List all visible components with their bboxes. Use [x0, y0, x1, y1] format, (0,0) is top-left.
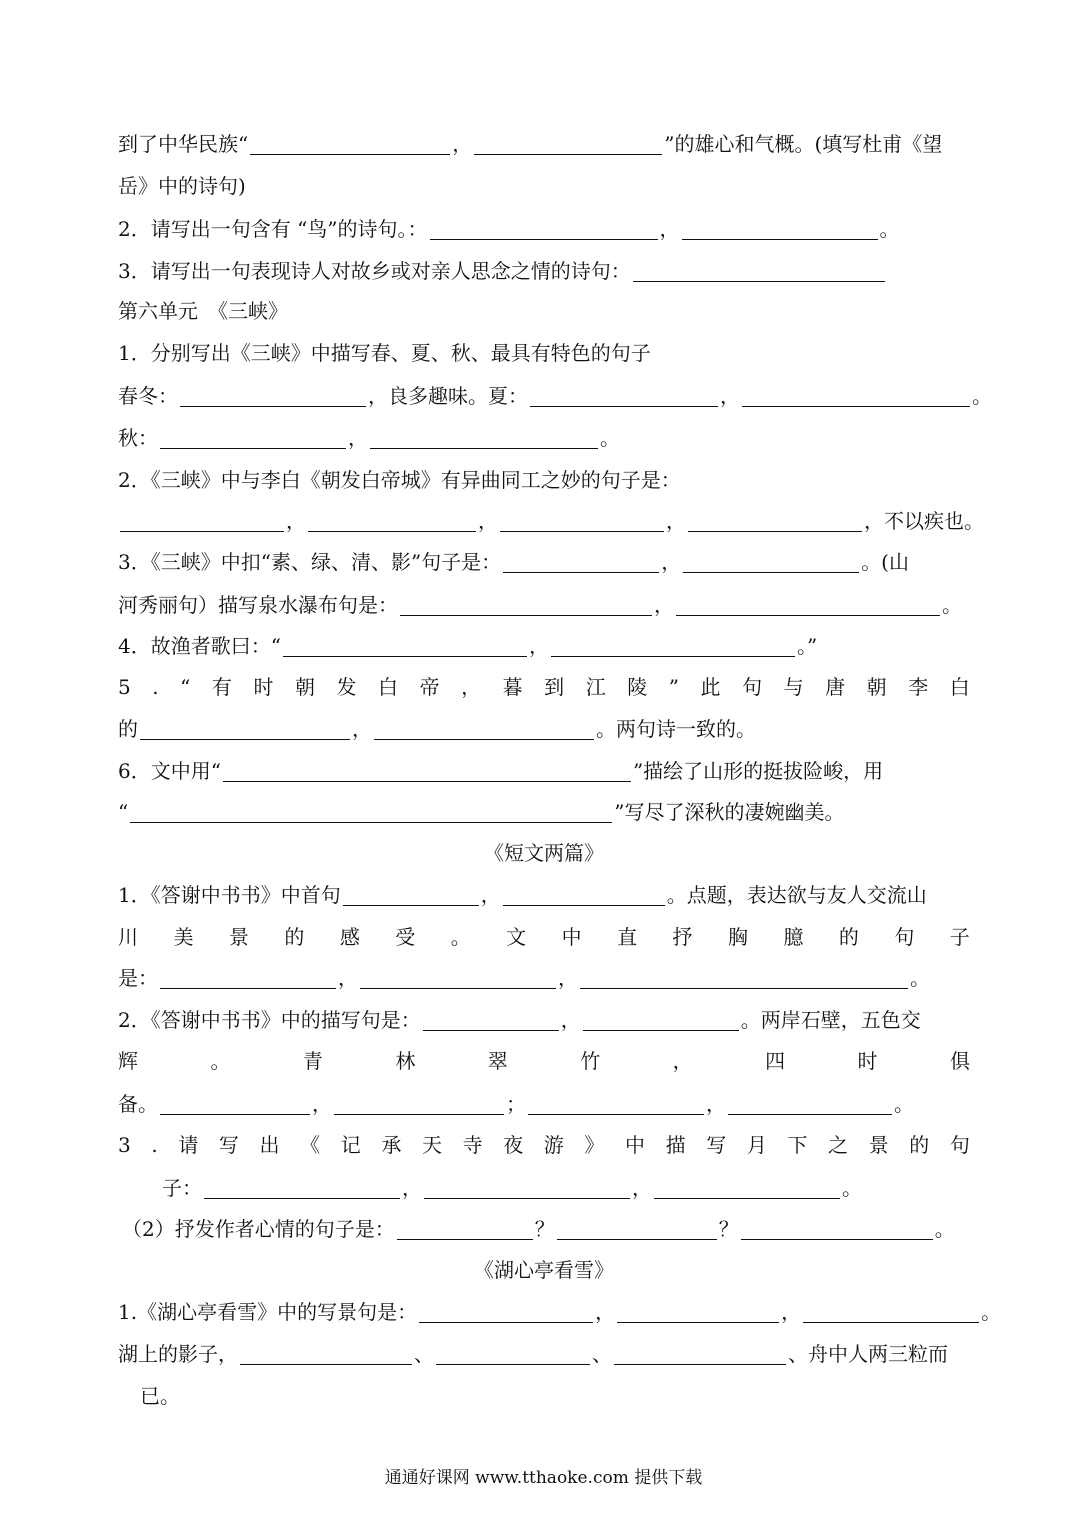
line-text: 。: [942, 593, 962, 617]
answer-blank[interactable]: [528, 1094, 704, 1115]
line-text: 承: [381, 1133, 402, 1157]
line-text: 辉: [118, 1049, 138, 1073]
answer-blank[interactable]: [500, 511, 664, 532]
line-24: [118, 1090, 970, 1118]
answer-blank[interactable]: [728, 1094, 892, 1115]
line-text: 帝: [419, 675, 440, 699]
answer-blank[interactable]: [424, 1178, 630, 1199]
line-text: 河秀丽句）描写泉水瀑布句是：: [118, 593, 398, 617]
line-text: 时: [857, 1049, 878, 1073]
answer-blank[interactable]: [120, 511, 284, 532]
line-text: 受: [395, 925, 416, 949]
line-2: [118, 172, 970, 200]
answer-blank[interactable]: [530, 386, 718, 407]
answer-blank[interactable]: [503, 885, 665, 906]
line-17: [118, 798, 970, 826]
answer-blank[interactable]: [430, 219, 658, 240]
answer-blank[interactable]: [583, 1010, 739, 1031]
line-1: [118, 130, 970, 158]
line-text: ，: [348, 426, 368, 450]
line-text: 。: [210, 1049, 231, 1073]
line-27: [118, 1215, 974, 1243]
line-text: 。: [894, 1092, 914, 1116]
answer-blank[interactable]: [419, 1302, 593, 1323]
line-text: 5: [118, 675, 131, 699]
line-text: 。: [879, 217, 900, 241]
line-text: 李: [908, 675, 929, 699]
line-text: 美: [173, 925, 194, 949]
line-text: 3．请写出一句表现诗人对故乡或对亲人思念之情的诗句：: [118, 259, 631, 283]
line-28: [118, 1256, 970, 1284]
answer-blank[interactable]: [503, 552, 659, 573]
answer-blank[interactable]: [160, 1094, 310, 1115]
line-text: 时: [253, 675, 274, 699]
answer-blank[interactable]: [683, 552, 859, 573]
line-31: [118, 1382, 992, 1410]
line-text: 湖上的影子，: [118, 1342, 238, 1366]
line-16: [118, 757, 970, 785]
line-text: ”写尽了深秋的凄婉幽美。: [614, 800, 845, 824]
line-text: 1．分别写出《三峡》中描写春、夏、秋、最具有特色的句子: [118, 341, 651, 365]
answer-blank[interactable]: [180, 386, 366, 407]
line-text: 写: [706, 1133, 727, 1157]
line-text: 朝: [294, 675, 315, 699]
line-text: ？: [534, 1217, 555, 1241]
line-text: 暮: [502, 675, 523, 699]
answer-blank[interactable]: [557, 1219, 717, 1240]
answer-blank[interactable]: [654, 1178, 840, 1199]
line-text: ，: [661, 550, 682, 574]
line-text: 月: [746, 1133, 767, 1157]
line-text: 到: [544, 675, 565, 699]
line-9: [118, 466, 970, 494]
line-text: 唐: [825, 675, 846, 699]
line-15: [118, 715, 970, 743]
line-text: 备。: [118, 1092, 158, 1116]
line-text: 中: [561, 925, 582, 949]
answer-blank[interactable]: [360, 968, 556, 989]
answer-blank[interactable]: [397, 1219, 533, 1240]
line-text: 记: [340, 1133, 361, 1157]
line-text: 2．《三峡》中与李白《朝发白帝城》有异曲同工之妙的句子是：: [118, 468, 681, 492]
answer-blank[interactable]: [240, 1344, 412, 1365]
line-text: 已。: [140, 1384, 180, 1408]
line-7: [118, 382, 992, 410]
line-20: [118, 923, 970, 951]
line-text: ，: [720, 384, 740, 408]
line-26: [118, 1174, 1014, 1202]
answer-blank[interactable]: [803, 1302, 979, 1323]
line-text: 《: [300, 1133, 321, 1157]
line-text: ；: [506, 1092, 526, 1116]
line-text: 下: [787, 1133, 808, 1157]
line-text: 文: [506, 925, 527, 949]
line-text: 感: [339, 925, 360, 949]
line-8: [118, 424, 970, 452]
line-text: 的: [838, 925, 859, 949]
line-13: [118, 632, 970, 660]
line-text: 白: [378, 675, 399, 699]
line-text: 子: [949, 925, 970, 949]
answer-blank[interactable]: [130, 802, 612, 823]
line-text: 四: [765, 1049, 786, 1073]
line-text: 句: [742, 675, 763, 699]
line-text: ，: [659, 217, 680, 241]
line-text: 、: [592, 1342, 612, 1366]
line-text: 此: [700, 675, 721, 699]
line-text: 子：: [162, 1176, 202, 1200]
line-text: 陵: [627, 675, 648, 699]
answer-blank[interactable]: [160, 968, 336, 989]
answer-blank[interactable]: [283, 636, 527, 657]
line-text: 2．《答谢中书书》中的描写句是：: [118, 1008, 421, 1032]
line-text: 江: [585, 675, 606, 699]
line-text: ，: [558, 966, 578, 990]
line-10: [118, 507, 984, 535]
line-text: .: [152, 675, 159, 699]
line-12: [118, 591, 970, 619]
line-text: 之: [828, 1133, 849, 1157]
answer-blank[interactable]: [223, 761, 631, 782]
answer-blank[interactable]: [436, 1344, 590, 1365]
line-text: 。: [981, 1300, 1002, 1324]
line-text: 、舟中人两三粒而: [788, 1342, 948, 1366]
answer-blank[interactable]: [400, 595, 652, 616]
answer-blank[interactable]: [474, 134, 662, 155]
line-text: （2）抒发作者心情的句子是：: [122, 1217, 395, 1241]
answer-blank[interactable]: [741, 1219, 933, 1240]
line-text: 到了中华民族“: [118, 132, 249, 156]
line-text: 。: [450, 925, 471, 949]
line-text: 是：: [118, 966, 158, 990]
line-30: [118, 1340, 970, 1368]
line-text: 。点题，表达欲与友人交流山: [666, 883, 927, 907]
line-text: 翠: [487, 1049, 508, 1073]
line-text: 林: [395, 1049, 416, 1073]
line-text: 请: [178, 1133, 199, 1157]
line-text: 朝: [866, 675, 887, 699]
line-text: ，: [706, 1092, 726, 1116]
line-text: 川: [118, 925, 138, 949]
line-text: “: [180, 675, 191, 699]
line-text: 中: [625, 1133, 646, 1157]
answer-blank[interactable]: [551, 636, 795, 657]
line-text: 6．文中用“: [118, 759, 221, 783]
page-footer: 通通好课网 www.tthaoke.com 提供下载: [384, 1468, 703, 1488]
line-text: 抒: [672, 925, 693, 949]
line-text: ，: [528, 634, 549, 658]
line-text: 、: [414, 1342, 434, 1366]
line-text: 。: [972, 384, 992, 408]
line-text: 岳》中的诗句): [118, 174, 246, 198]
line-text: 1．《答谢中书书》中首句: [118, 883, 341, 907]
line-text: 春冬：: [118, 384, 178, 408]
line-text: ，: [781, 1300, 802, 1324]
line-text: 。: [934, 1217, 955, 1241]
line-text: 。: [910, 966, 930, 990]
answer-blank[interactable]: [334, 1094, 504, 1115]
answer-blank[interactable]: [614, 1344, 786, 1365]
line-text: 《湖心亭看雪》: [474, 1258, 614, 1282]
line-21: [118, 964, 970, 992]
answer-blank[interactable]: [308, 511, 476, 532]
line-text: 白: [949, 675, 970, 699]
line-text: 4．故渔者歌曰：“: [118, 634, 281, 658]
line-text: 夜: [503, 1133, 524, 1157]
line-11: [118, 548, 970, 576]
answer-blank[interactable]: [423, 1010, 559, 1031]
answer-blank[interactable]: [374, 719, 594, 740]
answer-blank[interactable]: [250, 134, 450, 155]
answer-blank[interactable]: [676, 595, 940, 616]
line-text: 寺: [462, 1133, 483, 1157]
line-text: 的: [284, 925, 305, 949]
line-text: 天: [421, 1133, 442, 1157]
line-text: 写: [218, 1133, 239, 1157]
line-4: [118, 257, 970, 285]
line-text: 的: [909, 1133, 930, 1157]
line-14: [118, 673, 970, 701]
line-text: ，: [595, 1300, 616, 1324]
line-text: ，: [286, 509, 306, 533]
line-text: 与: [783, 675, 804, 699]
line-text: 句: [894, 925, 915, 949]
answer-blank[interactable]: [742, 386, 970, 407]
line-text: 》: [584, 1133, 605, 1157]
line-text: 。: [842, 1176, 862, 1200]
answer-blank[interactable]: [204, 1178, 400, 1199]
line-19: [118, 881, 970, 909]
answer-blank[interactable]: [370, 428, 598, 449]
line-text: 3: [118, 1133, 131, 1157]
line-text: .: [151, 1133, 158, 1157]
line-text: ，不以疾也。: [864, 509, 984, 533]
line-23: [118, 1047, 970, 1075]
answer-blank[interactable]: [682, 219, 878, 240]
line-text: ，: [478, 509, 498, 533]
line-text: 秋：: [118, 426, 158, 450]
line-text: 游: [543, 1133, 564, 1157]
line-text: 胸: [727, 925, 748, 949]
line-text: 直: [617, 925, 638, 949]
line-text: ，: [338, 966, 358, 990]
answer-blank[interactable]: [140, 719, 350, 740]
line-text: 。(山: [861, 550, 909, 574]
line-text: ，: [352, 717, 372, 741]
answer-blank[interactable]: [633, 261, 885, 282]
line-text: 出: [259, 1133, 280, 1157]
line-25: [118, 1131, 970, 1159]
line-text: ，: [672, 1049, 693, 1073]
line-text: ？: [718, 1217, 739, 1241]
line-text: 有: [211, 675, 232, 699]
answer-blank[interactable]: [688, 511, 862, 532]
line-text: ，: [480, 883, 501, 907]
line-text: ，: [312, 1092, 332, 1116]
line-text: ，: [632, 1176, 652, 1200]
line-text: ，: [654, 593, 674, 617]
line-text: ，: [402, 1176, 422, 1200]
line-text: 《短文两篇》: [484, 841, 604, 865]
line-text: 3．《三峡》中扣“素、绿、清、影”句子是：: [118, 550, 502, 574]
line-29: [118, 1298, 1002, 1326]
line-text: ”描绘了山形的挺拔险峻，用: [632, 759, 884, 783]
answer-blank[interactable]: [343, 885, 479, 906]
answer-blank[interactable]: [160, 428, 346, 449]
answer-blank[interactable]: [580, 968, 908, 989]
line-text: ，: [452, 132, 473, 156]
line-text: ，: [560, 1008, 581, 1032]
line-text: ”的雄心和气概。(填写杜甫《望: [664, 132, 943, 156]
line-text: 发: [336, 675, 357, 699]
line-5: [118, 297, 970, 325]
line-text: 臆: [783, 925, 804, 949]
line-text: 2．请写出一句含有 “鸟”的诗句。：: [118, 217, 428, 241]
line-text: 竹: [580, 1049, 601, 1073]
line-6: [118, 339, 970, 367]
answer-blank[interactable]: [617, 1302, 779, 1323]
line-text: ，良多趣味。夏：: [368, 384, 528, 408]
line-text: 句: [949, 1133, 970, 1157]
line-text: 。两岸石壁，五色交: [740, 1008, 921, 1032]
line-text: ，: [666, 509, 686, 533]
line-text: 景: [228, 925, 249, 949]
line-3: [118, 215, 970, 243]
line-text: 描: [665, 1133, 686, 1157]
line-text: 。: [600, 426, 620, 450]
line-18: [118, 839, 970, 867]
line-text: 。”: [796, 634, 818, 658]
line-text: 景: [868, 1133, 889, 1157]
line-text: “: [118, 800, 129, 824]
line-text: 青: [302, 1049, 323, 1073]
line-text: ，: [461, 675, 482, 699]
line-text: 第六单元 《三峡》: [118, 299, 288, 323]
line-text: 。两句诗一致的。: [596, 717, 756, 741]
line-text: 的: [118, 717, 138, 741]
line-text: 俱: [949, 1049, 970, 1073]
line-text: 1.《湖心亭看雪》中的写景句是：: [118, 1300, 418, 1324]
line-22: [118, 1006, 970, 1034]
line-text: ”: [668, 675, 679, 699]
